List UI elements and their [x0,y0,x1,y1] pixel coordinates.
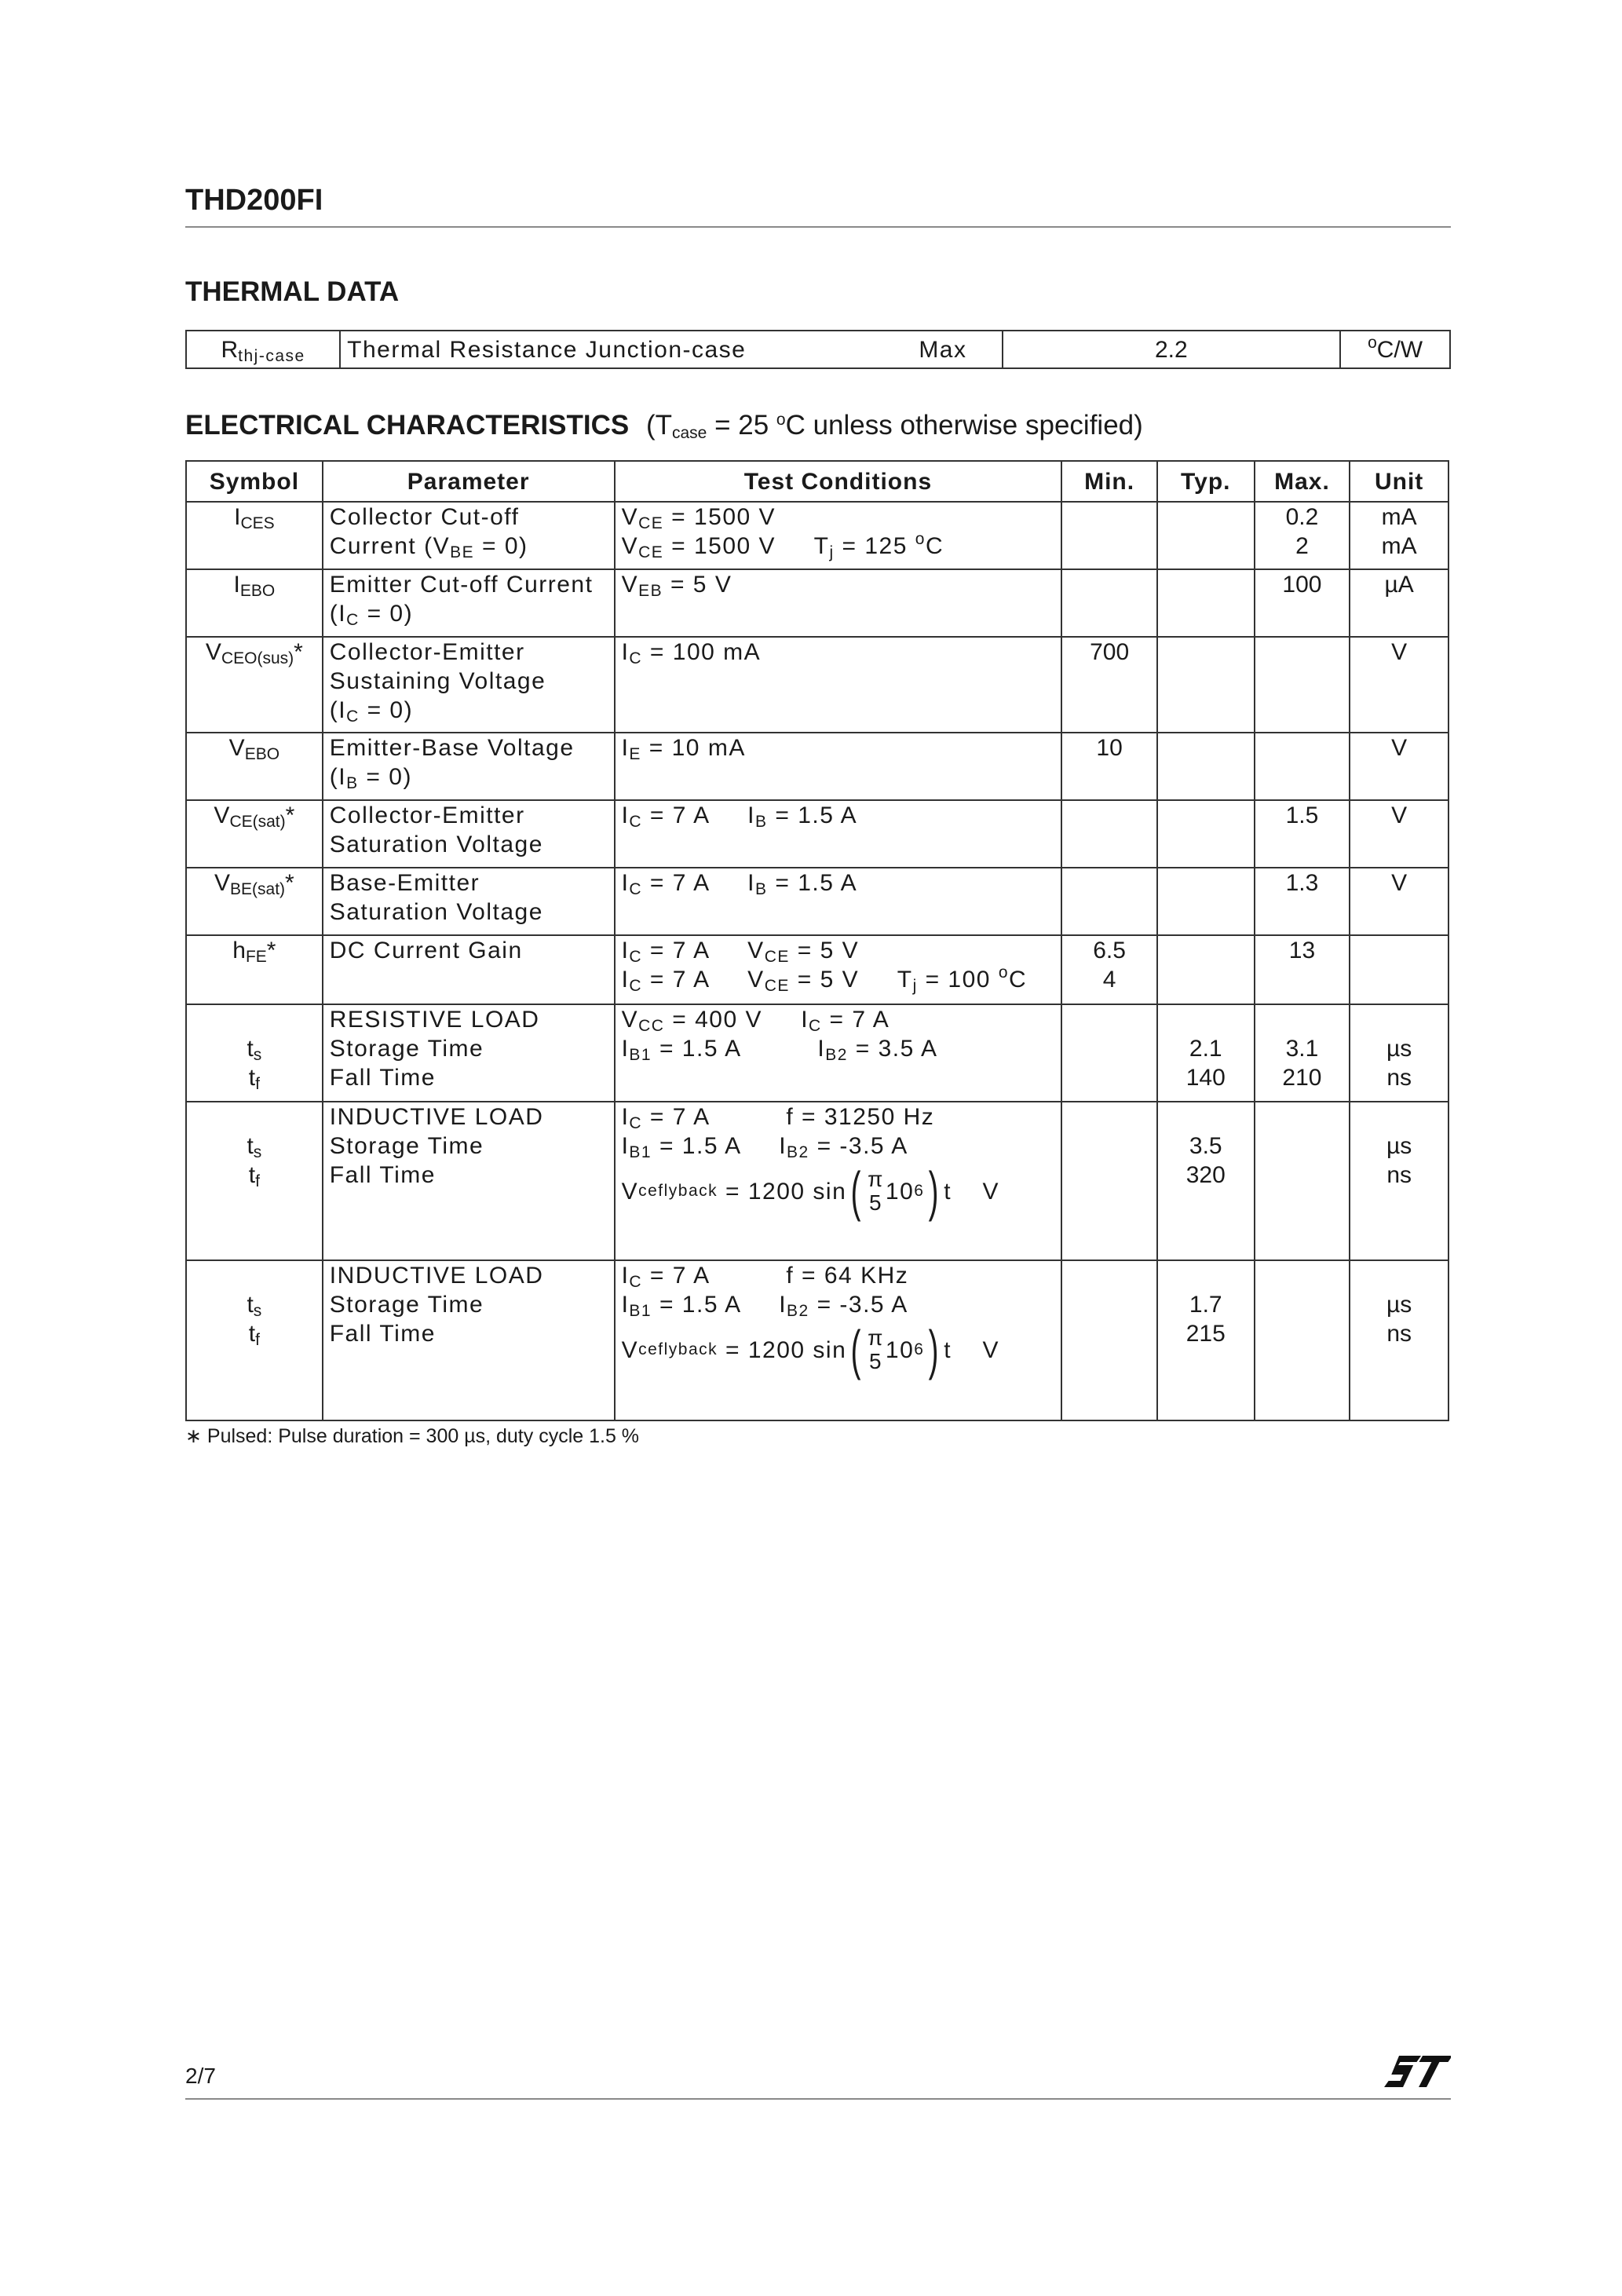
symbol-vbe-sat: $V_{BE(sat)}*$ [186,868,323,935]
max-value: 3.1 210 [1255,1004,1350,1102]
parameter: Collector-Emitter Sustaining Voltage $(I_C = 0)$ [323,637,615,733]
col-parameter: Parameter [323,461,615,502]
parameter: Emitter-Base Voltage $(I_B = 0)$ [323,733,615,800]
parameter: DC Current Gain [323,935,615,1004]
symbol-hfe: $h_{FE}*$ [186,935,323,1004]
document-title: THD200FI [185,184,323,217]
test-conditions: $I_C = 7$ A f = 64 KHz $I_{B1} = 1.5$ A $I_{B2} = -3.5$ A V ceflyback = 1200 sin ( π 5 10 6 ) t V [615,1260,1062,1420]
unit-value: mA mA [1350,502,1448,569]
parameter: Collector-Emitter Saturation Voltage [323,800,615,868]
min-value [1061,800,1157,868]
st-logo [1382,2051,1451,2096]
symbol-ts-tf: $t_s$ $t_f$ [186,1260,323,1420]
typ-value [1157,935,1255,1004]
table-row [186,1102,1448,1260]
electrical-heading: ELECTRICAL CHARACTERISTICS ($T_{case} = 25$ $^o$C unless otherwise specified) [185,410,1143,442]
unit-value: µs ns [1350,1004,1448,1102]
table-row [186,569,1448,637]
thermal-unit: $^o$C/W [1340,331,1450,368]
max-value: 1.3 [1255,868,1350,935]
max-value: 0.2 2 [1255,502,1350,569]
electrical-table [185,460,1449,1421]
max-value: 1.5 [1255,800,1350,868]
max-value [1255,733,1350,800]
thermal-heading: THERMAL DATA [185,276,400,307]
min-value [1061,1102,1157,1260]
test-conditions: $I_C = 100$ mA [615,637,1062,733]
min-value [1061,1004,1157,1102]
col-symbol: Symbol [186,461,323,502]
typ-value: 3.5 320 [1157,1102,1255,1260]
symbol-ts-tf: $t_s$ $t_f$ [186,1102,323,1260]
max-value: 13 [1255,935,1350,1004]
parameter: INDUCTIVE LOAD Storage Time Fall Time [323,1260,615,1420]
footer-rule [185,2098,1451,2100]
symbol-vceo-sus: $V_{CEO(sus)}*$ [186,637,323,733]
typ-value: 1.7 215 [1157,1260,1255,1420]
col-test-conditions: Test Conditions [615,461,1062,502]
min-value: 700 [1061,637,1157,733]
test-conditions: $I_C = 7$ A f = 31250 Hz $I_{B1} = 1.5$ A $I_{B2} = -3.5$ A V ceflyback = 1200 sin ( π 5 10 6 ) t V [615,1102,1062,1260]
electrical-conditions-note: ($T_{case} = 25$ $^o$C unless otherwise specified) [645,410,1143,442]
test-conditions: $V_{CE} = 1500$ V $V_{CE} = 1500$ V $T_j = 125$ $^o$C [615,502,1062,569]
max-value [1255,637,1350,733]
table-row [186,733,1448,800]
max-value [1255,1260,1350,1420]
page-number: 2/7 [185,2064,216,2088]
test-conditions: $I_C = 7$ A $V_{CE} = 5$ V $I_C = 7$ A $V_{CE} = 5$ V $T_j = 100$ $^o$C [615,935,1062,1004]
parameter: INDUCTIVE LOAD Storage Time Fall Time [323,1102,615,1260]
unit-value: V [1350,733,1448,800]
test-conditions: $I_E = 10$ mA [615,733,1062,800]
min-value: 6.5 4 [1061,935,1157,1004]
table-row [186,637,1448,733]
symbol-vebo: $V_{EBO}$ [186,733,323,800]
parameter: Base-Emitter Saturation Voltage [323,868,615,935]
table-row [186,868,1448,935]
typ-value [1157,502,1255,569]
min-value [1061,868,1157,935]
header-row [186,461,1448,502]
unit-value: V [1350,637,1448,733]
typ-value [1157,637,1255,733]
typ-value [1157,569,1255,637]
typ-value [1157,868,1255,935]
min-value [1061,1260,1157,1420]
table-row [186,1004,1448,1102]
thermal-table [185,330,1451,369]
unit-value: V [1350,800,1448,868]
col-min: Min. [1061,461,1157,502]
parameter: Collector Cut-off Current $(V_{BE} = 0)$ [323,502,615,569]
col-typ: Typ. [1157,461,1255,502]
test-conditions: $V_{CC} = 400$ V $I_C = 7$ A $I_{B1} = 1.5$ A $I_{B2} = 3.5$ A [615,1004,1062,1102]
max-value [1255,1102,1350,1260]
max-value: 100 [1255,569,1350,637]
table-row [186,935,1448,1004]
symbol-ts-tf: $t_s$ $t_f$ [186,1004,323,1102]
thermal-parameter: Thermal Resistance Junction-case Max [340,331,1002,368]
table-row [186,1260,1448,1420]
table-row [186,800,1448,868]
flyback-formula: V ceflyback = 1200 sin ( π 5 10 6 ) t V [621,1161,999,1222]
col-unit: Unit [1350,461,1448,502]
typ-value: 2.1 140 [1157,1004,1255,1102]
test-conditions: $I_C = 7$ A $I_B = 1.5$ A [615,868,1062,935]
typ-value [1157,800,1255,868]
col-max: Max. [1255,461,1350,502]
min-value [1061,502,1157,569]
unit-value: V [1350,868,1448,935]
parameter: RESISTIVE LOAD Storage Time Fall Time [323,1004,615,1102]
table-row [186,502,1448,569]
header-rule [185,226,1451,228]
thermal-symbol: $R_{thj-case}$ [186,331,340,368]
symbol-iebo: $I_{EBO}$ [186,569,323,637]
thermal-row [186,331,1450,368]
symbol-vce-sat: $V_{CE(sat)}*$ [186,800,323,868]
unit-value: µs ns [1350,1260,1448,1420]
thermal-value: 2.2 [1003,331,1341,368]
min-value [1061,569,1157,637]
min-value: 10 [1061,733,1157,800]
unit-value: µA [1350,569,1448,637]
flyback-formula: V ceflyback = 1200 sin ( π 5 10 6 ) t V [621,1319,999,1380]
parameter: Emitter Cut-off Current $(I_C = 0)$ [323,569,615,637]
test-conditions: $V_{EB} = 5$ V [615,569,1062,637]
symbol-ices: $I_{CES}$ [186,502,323,569]
unit-value: µs ns [1350,1102,1448,1260]
st-logo-icon [1382,2051,1451,2092]
unit-value [1350,935,1448,1004]
typ-value [1157,733,1255,800]
footnote: ∗ Pulsed: Pulse duration = 300 µs, duty cycle 1.5 % [185,1425,640,1447]
test-conditions: $I_C = 7$ A $I_B = 1.5$ A [615,800,1062,868]
